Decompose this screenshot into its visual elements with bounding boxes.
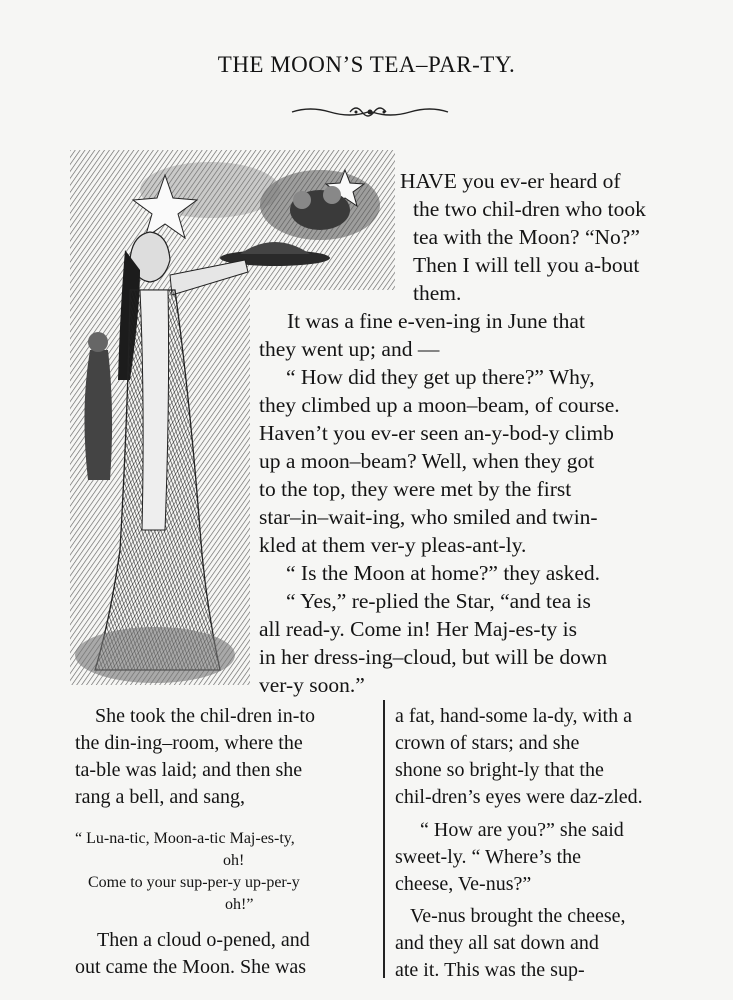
text-line: tea with the Moon? “No?” [413,225,640,249]
right-column-line: and they all sat down and [395,932,599,954]
song-line: oh! [223,852,245,869]
left-column-line: ta-ble was laid; and then she [75,759,303,781]
text-line: ver-y soon.” [259,673,365,697]
right-column-line: cheese, Ve-nus?” [395,873,532,895]
text-line: “ Is the Moon at home?” they asked. [286,561,601,585]
text-line: Then I will tell you a-bout [413,253,640,277]
text-line: up a moon–beam? Well, when they got [259,449,595,473]
right-column-line: sweet-ly. “ Where’s the [395,846,582,868]
right-column-line: “ How are you?” she said [420,819,624,841]
right-column-line: crown of stars; and she [395,732,580,754]
column-divider [383,700,385,978]
text-line: them. [413,281,462,305]
left-column-line: Then a cloud o-pened, and [97,929,310,951]
left-column-line: the din-ing–room, where the [75,732,303,754]
song-line: oh!” [225,896,254,913]
right-column-line: shone so bright-ly that the [395,759,604,781]
text-line: star–in–wait-ing, who smiled and twin- [259,505,598,529]
text-line: It was a fine e-ven-ing in June that [287,309,585,333]
song-line: “ Lu-na-tic, Moon-a-tic Maj-es-ty, [75,830,295,847]
ornament-divider [290,102,450,122]
text-line: they went up; and — [259,337,440,361]
text-line: the two chil-dren who took [413,197,646,221]
text-line: all read-y. Come in! Her Maj-es-ty is [259,617,578,641]
text-line: HAVE you ev-er heard of [400,169,621,193]
song-line: Come to your sup-per-y up-per-y [88,874,300,891]
text-line: kled at them ver-y pleas-ant-ly. [259,533,527,557]
text-line: “ How did they get up there?” Why, [286,365,595,389]
page-title: THE MOON’S TEA–PAR-TY. [217,52,516,77]
left-column-line: rang a bell, and sang, [75,786,245,808]
left-column-line: She took the chil-dren in-to [95,705,315,727]
text-line: to the top, they were met by the first [259,477,572,501]
text-line: Haven’t you ev-er seen an-y-bod-y climb [259,421,614,445]
text-line: “ Yes,” re-plied the Star, “and tea is [286,589,591,613]
right-column-line: chil-dren’s eyes were daz-zled. [395,786,643,808]
left-column-line: out came the Moon. She was [75,956,307,978]
text-line: in her dress-ing–cloud, but will be down [259,645,608,669]
right-column-line: Ve-nus brought the cheese, [410,905,626,927]
right-column-line: a fat, hand-some la-dy, with a [395,705,632,727]
right-column-line: ate it. This was the sup- [395,959,585,981]
text-line: they climbed up a moon–beam, of course. [259,393,620,417]
